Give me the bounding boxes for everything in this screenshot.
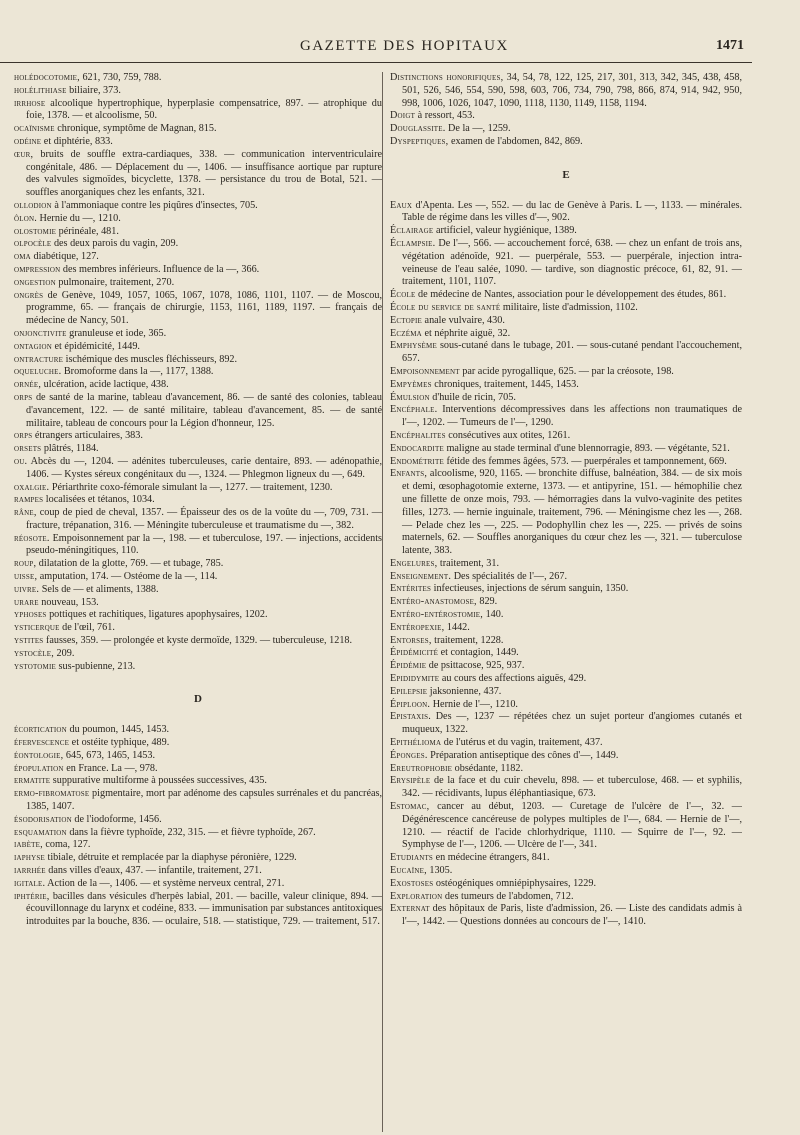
index-term: Enseignement. bbox=[390, 570, 452, 582]
index-term: Emphysème bbox=[390, 340, 437, 352]
index-entry bbox=[390, 289, 742, 302]
index-references: biliaire, 373. bbox=[66, 84, 121, 96]
index-references: Préparation antiseptique des cônes d'—, 1449. bbox=[427, 749, 619, 761]
index-references: de l'iodoforme, 1456. bbox=[71, 813, 162, 825]
index-term: Éponges. bbox=[390, 749, 428, 761]
index-references: localisées et tétanos, 1034. bbox=[43, 494, 155, 506]
index-entry bbox=[390, 852, 742, 865]
index-entry bbox=[14, 622, 382, 635]
index-references: et contagion, 1449. bbox=[438, 647, 519, 659]
index-term: ontracture bbox=[14, 353, 64, 365]
index-entry bbox=[14, 98, 382, 124]
index-entry bbox=[390, 660, 742, 673]
index-references: et épidémicité, 1449. bbox=[51, 340, 140, 352]
index-references: Empoisonnement par la —, 198. — et tuberculose, 197. — injections, accidents pseudo-méningitiques, 110. bbox=[26, 532, 382, 557]
index-entry bbox=[390, 379, 742, 392]
index-entry bbox=[390, 404, 742, 430]
index-entry bbox=[390, 302, 742, 315]
index-references: de psittacose, 925, 937. bbox=[426, 660, 525, 672]
section-letter: D bbox=[194, 693, 202, 706]
index-references: dilatation de la glotte, 769. — et tubage, 785. bbox=[36, 558, 224, 570]
index-references: d'Apenta. Les —, 552. — du lac de Genève à Paris. L —, 1133. — minérales. Table de régime dans les villes d'—, 902. bbox=[402, 199, 742, 224]
index-references: De la —, 1259. bbox=[445, 123, 511, 135]
index-term: éontologie, bbox=[14, 749, 64, 761]
index-entry bbox=[14, 750, 382, 763]
index-term: éfervescence bbox=[14, 737, 70, 749]
index-term: École bbox=[390, 289, 416, 301]
index-entry bbox=[14, 328, 382, 341]
index-term: œur, bbox=[14, 148, 34, 160]
index-entry bbox=[14, 136, 382, 149]
index-entry bbox=[14, 482, 382, 495]
index-references: sous-cutané dans le tubage, 201. — sous-cutané pendant l'accouchement, 657. bbox=[402, 340, 742, 365]
index-entry bbox=[390, 635, 742, 648]
index-references: chroniques, traitement, 1445, 1453. bbox=[431, 378, 579, 390]
index-term: ystotomie bbox=[14, 660, 56, 672]
index-references: ostéogéniques omniépiphysaires, 1229. bbox=[433, 877, 596, 889]
index-entry bbox=[390, 583, 742, 596]
index-references: traitement, 1228. bbox=[431, 634, 504, 646]
index-references: granuleuse et iode, 365. bbox=[66, 327, 167, 339]
index-entry bbox=[14, 392, 382, 430]
index-references: Hernie du —, 1210. bbox=[37, 212, 121, 224]
index-entry bbox=[14, 865, 382, 878]
index-references: 645, 673, 1465, 1453. bbox=[63, 749, 156, 761]
index-references: étrangers articulaires, 383. bbox=[32, 430, 143, 442]
index-entry bbox=[14, 763, 382, 776]
index-references: Action de la —, 1406. — et système nerveux central, 271. bbox=[45, 877, 285, 889]
index-references: 209. bbox=[54, 647, 75, 659]
index-entry bbox=[390, 72, 742, 110]
index-term: Épidémie bbox=[390, 660, 427, 672]
index-term: ystocèle, bbox=[14, 647, 54, 659]
index-entry bbox=[390, 801, 742, 852]
index-entry bbox=[14, 341, 382, 354]
index-term: Epithélioma bbox=[390, 737, 442, 749]
index-entry bbox=[14, 85, 382, 98]
index-entry bbox=[390, 238, 742, 289]
index-references: nouveau, 153. bbox=[38, 596, 99, 608]
index-entry bbox=[390, 711, 742, 737]
index-term: ermatite bbox=[14, 775, 51, 787]
index-references: dans la fièvre typhoïde, 232, 315. — et fièvre typhoïde, 267. bbox=[66, 826, 316, 838]
index-references: suppurative multiforme à poussées successives, 435. bbox=[50, 775, 267, 787]
index-references: pigmentaire, mort par adénome des capsules surrénales et du pancréas, 1385, 1407. bbox=[26, 788, 382, 813]
index-entry bbox=[390, 456, 742, 469]
index-term: onjonctivite bbox=[14, 327, 67, 339]
index-references: alcoolique hypertrophique, hyperplasie compensatrice, 897. — atrophique du foie, 1378. — et alcoolisme, 50. bbox=[26, 97, 382, 122]
index-term: Enfants, bbox=[390, 468, 428, 480]
index-entry bbox=[390, 200, 742, 226]
index-term: Encéphale. bbox=[390, 404, 438, 416]
index-references: ulcération, acide lactique, 438. bbox=[41, 379, 169, 391]
index-term: Epididymite bbox=[390, 673, 440, 685]
left-column bbox=[0, 72, 382, 929]
index-references: des deux parois du vagin, 209. bbox=[51, 238, 179, 250]
index-term: iaphyse bbox=[14, 852, 45, 864]
index-entry bbox=[14, 290, 382, 328]
index-term: uivre. bbox=[14, 583, 40, 595]
index-references: examen de l'abdomen, 842, 869. bbox=[448, 135, 583, 147]
index-entry bbox=[390, 123, 742, 136]
index-references: Sels de — et aliments, 1388. bbox=[39, 583, 159, 595]
running-header bbox=[0, 38, 800, 60]
index-references: en France. La —, 978. bbox=[63, 762, 158, 774]
index-term: iphtérie, bbox=[14, 890, 50, 902]
index-entry bbox=[14, 379, 382, 392]
index-term: holélithiase bbox=[14, 84, 67, 96]
index-entry bbox=[390, 315, 742, 328]
index-entry bbox=[14, 72, 382, 85]
index-entry bbox=[14, 443, 382, 456]
index-entry bbox=[14, 827, 382, 840]
index-term: Émulsion bbox=[390, 391, 430, 403]
index-references: 621, 730, 759, 788. bbox=[79, 72, 162, 83]
index-term: Douglassite. bbox=[390, 123, 446, 135]
index-references: 829. bbox=[476, 596, 498, 608]
index-entry bbox=[14, 635, 382, 648]
index-entry bbox=[14, 788, 382, 814]
index-entry bbox=[390, 647, 742, 660]
index-references: coup de pied de cheval, 1357. — Épaisseur des os de la voûte du —, 709, 731. — fracture, trépanation, 316. — Méningite tuberculeuse et traumatisme du —, 382. bbox=[26, 507, 382, 531]
index-references: Périarthrite coxo-fémorale simulant la —, 1277. — traitement, 1230. bbox=[49, 481, 333, 493]
index-entry bbox=[14, 123, 382, 136]
index-entry bbox=[390, 596, 742, 609]
index-entry bbox=[14, 839, 382, 852]
index-term: ystites bbox=[14, 635, 44, 647]
index-term: Estomac, bbox=[390, 801, 430, 813]
index-term: orps bbox=[14, 430, 33, 442]
index-references: jaksonienne, 437. bbox=[427, 685, 502, 697]
index-term: râne, bbox=[14, 507, 37, 519]
index-references: pottiques et rachitiques, ligatures apophysaires, 1202. bbox=[46, 609, 268, 621]
index-entry bbox=[390, 622, 742, 635]
index-entry bbox=[390, 366, 742, 379]
index-references: de médecine de Nantes, association pour le développement des études, 861. bbox=[415, 289, 727, 301]
index-term: olpocèle bbox=[14, 238, 52, 250]
index-references: 140. bbox=[483, 609, 504, 621]
index-references: pulmonaire, traitement, 270. bbox=[55, 276, 175, 288]
index-term: Doigt bbox=[390, 110, 416, 122]
index-references: fétide des femmes âgées, 573. — puerpérales et tamponnement, 669. bbox=[443, 455, 727, 467]
index-entry bbox=[14, 149, 382, 200]
index-entry bbox=[390, 136, 742, 149]
index-term: ésodorisation bbox=[14, 813, 72, 825]
index-entry bbox=[390, 571, 742, 584]
index-references: d'huile de ricin, 705. bbox=[429, 391, 516, 403]
index-references: tibiale, détruite et remplacée par la diaphyse péronière, 1229. bbox=[44, 852, 297, 864]
index-references: bacilles dans vésicules d'herpès labial, 201. — bacille, valeur clinique, 894. — écouvillonnage du larynx et codéine, 833. — immunisation par substances antitoxiques introduites par la bouche, 836. — oculaire, 518. — statistique, 729. — traitement, 517. bbox=[26, 890, 382, 928]
index-entry bbox=[14, 584, 382, 597]
index-term: Exostoses bbox=[390, 877, 434, 889]
index-entry bbox=[14, 238, 382, 251]
index-term: oqueluche. bbox=[14, 366, 62, 378]
section-letter: E bbox=[562, 168, 570, 181]
index-entry bbox=[14, 494, 382, 507]
index-entry bbox=[390, 392, 742, 405]
index-references: consécutives aux otites, 1261. bbox=[445, 429, 571, 441]
index-entry bbox=[390, 328, 742, 341]
index-entry bbox=[390, 468, 742, 558]
index-references: Hernie de l'—, 1210. bbox=[430, 698, 518, 710]
index-entry bbox=[390, 609, 742, 622]
index-entry bbox=[390, 763, 742, 776]
index-term: Éclairage bbox=[390, 225, 434, 237]
index-term: ornée, bbox=[14, 379, 42, 391]
index-references: de Genève, 1049, 1057, 1065, 1067, 1078, 1086, 1101, 1107. — de Moscou, programme, 65. — français de chirurgie, 1153, 1161, 1189, 1197. — français de médecine de Nancy, 501. bbox=[26, 289, 382, 327]
index-term: Eczéma bbox=[390, 327, 422, 339]
index-term: Ectopie bbox=[390, 314, 422, 326]
index-term: orsets bbox=[14, 443, 42, 455]
index-term: Entéro-entérostomie, bbox=[390, 609, 484, 621]
index-references: périnéale, 481. bbox=[56, 225, 119, 237]
index-references: 1305. bbox=[426, 865, 453, 877]
index-entry bbox=[14, 264, 382, 277]
index-term: yphoses bbox=[14, 609, 47, 621]
index-term: École du service de santé bbox=[390, 301, 501, 313]
index-entry bbox=[14, 533, 382, 559]
index-term: orps bbox=[14, 391, 33, 403]
index-term: iarrhée bbox=[14, 865, 46, 877]
index-term: ysticerque bbox=[14, 622, 60, 634]
index-entry bbox=[14, 571, 382, 584]
index-entry bbox=[390, 340, 742, 366]
index-entry bbox=[390, 673, 742, 686]
index-term: épopulation bbox=[14, 762, 64, 774]
index-references: ischémique des muscles fléchisseurs, 892. bbox=[63, 353, 238, 365]
index-references: en médecine étrangers, 841. bbox=[433, 852, 550, 864]
index-entry bbox=[14, 661, 382, 674]
index-entry bbox=[14, 226, 382, 239]
index-references: chronique, symptôme de Magnan, 815. bbox=[54, 123, 217, 135]
index-term: ou. bbox=[14, 455, 28, 467]
index-entry bbox=[14, 277, 382, 290]
index-entry bbox=[390, 891, 742, 904]
index-term: Entéropexie, bbox=[390, 621, 445, 633]
index-references: de santé de la marine, tableau d'avancement, 86. — de santé des colonies, tableau d'avancement, 122. — de santé militaire, tableau d'avancement, 85. — de santé militaire, tableau de concours pour la Légion d'honneur, 125. bbox=[26, 391, 382, 429]
index-term: irrhose bbox=[14, 97, 46, 109]
page-number: 1471 bbox=[716, 38, 744, 53]
index-entry bbox=[390, 110, 742, 123]
index-references: cancer au début, 1203. — Curetage de l'ulcère de l'—, 32. — Dégénérescence cancéreuse de polypes multiples de l'—, 684. — Hernie de l'—, 1210. — réactif de l'acide chlorhydrique, 1110. — Squirre de l'—, 92. — Symphyse de l'—, 1206. — Ulcère de l'—, 341. bbox=[402, 801, 742, 851]
header-rule bbox=[0, 62, 752, 63]
index-references: bruits de souffle extra-cardiaques, 338. — communication interventriculaire congénitale, 486. — Déplacement du —, 1406. — insuffisance aortique par rupture des valvules sigmoïdes, bicyclette, 1378. — persistance du trou de Botal, 521. — souffles anorganiques chez les enfants, 321. bbox=[26, 148, 382, 199]
index-entry bbox=[390, 878, 742, 891]
index-term: ocaïnisme bbox=[14, 123, 55, 135]
index-term: esquamation bbox=[14, 826, 67, 838]
index-entry bbox=[14, 456, 382, 482]
index-references: des hôpitaux de Paris, liste d'admission, 26. — Liste des candidats admis à l'—, 1442. — Questions données au concours de l'—, 1410. bbox=[402, 903, 742, 928]
index-term: Empyèmes bbox=[390, 378, 432, 390]
index-term: écortication bbox=[14, 724, 67, 736]
index-term: ermo-fibromatose bbox=[14, 788, 90, 800]
index-term: Distinctions honorifiques, bbox=[390, 72, 504, 83]
index-term: Endocardite bbox=[390, 442, 444, 454]
index-references: de l'œil, 761. bbox=[59, 622, 115, 634]
index-term: Empoisonnement bbox=[390, 365, 460, 377]
index-entry bbox=[390, 865, 742, 878]
journal-title: GAZETTE DES HOPITAUX bbox=[300, 38, 509, 54]
index-term: Épiploon. bbox=[390, 698, 431, 710]
index-references: plâtrés, 1184. bbox=[41, 443, 99, 455]
index-references: Abcès du —, 1204. — adénites tuberculeuses, carie dentaire, 893. — adénopathie, 1406. — Kystes séreux congénitaux du —, 1324. — Phlegmon ligneux du —, 649. bbox=[26, 455, 382, 480]
index-references: obsédante, 1182. bbox=[452, 762, 524, 774]
index-term: Erysipèle bbox=[390, 775, 431, 787]
index-term: Éclampsie. bbox=[390, 237, 436, 249]
index-references: traitement, 31. bbox=[437, 557, 500, 569]
index-references: sus-pubienne, 213. bbox=[56, 660, 136, 672]
index-references: dans villes d'eaux, 437. — infantile, traitement, 271. bbox=[45, 865, 262, 877]
index-entry bbox=[390, 699, 742, 712]
index-references: 1442. bbox=[444, 621, 470, 633]
index-term: Eaux bbox=[390, 199, 413, 211]
index-term: Epilepsie bbox=[390, 685, 428, 697]
index-entry bbox=[14, 724, 382, 737]
index-references: de l'utérus et du vagin, traitement, 437. bbox=[441, 737, 603, 749]
index-entry bbox=[390, 430, 742, 443]
index-term: olostomie bbox=[14, 225, 57, 237]
index-references: Interventions décompressives dans les affections non traumatiques de l'—, 1202. — Tumeurs de l'—, 1290. bbox=[402, 404, 742, 429]
index-term: holédocotomie, bbox=[14, 72, 80, 83]
index-references: diabétique, 127. bbox=[30, 251, 99, 263]
index-references: Des spécialités de l'—, 267. bbox=[451, 570, 568, 582]
index-term: oxalgie. bbox=[14, 481, 50, 493]
index-references: alcoolisme, 920, 1165. — bronchite diffuse, balnéation, 384. — de six mois et demi, œsophagotomie externe, 1373. — et antipyrine, 151. — hémophilie chez une fillette de onze mois, 793. — hémorragies dans la vulvo-vaginite des petites filles, 1273. — hernie inguinale, traitement, 796. — Méningisme chez les —, 268. — Pelade chez les —, 225. — Podophyllin chez les —, 225. — privés de soins maternels, 62. — Souffles anorganiques du cœur chez les —, 321. — tuberculose latente, 383. bbox=[402, 468, 742, 557]
index-entry bbox=[390, 225, 742, 238]
index-references: militaire, liste d'admission, 1102. bbox=[500, 301, 638, 313]
index-entry bbox=[390, 737, 742, 750]
index-term: ontagion bbox=[14, 340, 52, 352]
index-term: ôlon. bbox=[14, 212, 37, 224]
index-references: anale vulvaire, 430. bbox=[422, 314, 505, 326]
index-references: 34, 54, 78, 122, 125, 217, 301, 313, 342, 345, 438, 458, 501, 526, 546, 554, 590, 598, 603, 706, 734, 790, 798, 866, 874, 914, 942, 950, 998, 1006, 1026, 1047, 1090, 1118, 1130, 1149, 1158, 1194. bbox=[402, 72, 742, 109]
index-references: et diphtérie, 833. bbox=[41, 135, 113, 147]
index-entry bbox=[14, 852, 382, 865]
index-term: ompression bbox=[14, 263, 61, 275]
index-references: par acide pyrogallique, 625. — par la créosote, 198. bbox=[459, 365, 674, 377]
index-entry bbox=[390, 686, 742, 699]
index-term: Dyspeptiques, bbox=[390, 135, 449, 147]
index-entry bbox=[14, 737, 382, 750]
index-references: coma, 127. bbox=[42, 839, 91, 851]
index-entry bbox=[14, 814, 382, 827]
index-entry bbox=[14, 775, 382, 788]
index-term: rampes bbox=[14, 494, 44, 506]
index-references: maligne au stade terminal d'une blennorragie, 893. — végétante, 521. bbox=[443, 442, 730, 454]
index-entry bbox=[14, 609, 382, 622]
index-references: artificiel, valeur hygiénique, 1389. bbox=[433, 225, 577, 237]
index-term: Entorses, bbox=[390, 634, 432, 646]
index-term: Externat bbox=[390, 903, 430, 915]
index-term: Exploration bbox=[390, 890, 443, 902]
right-column bbox=[390, 72, 742, 929]
index-entry bbox=[14, 354, 382, 367]
index-term: Entéro-anastomose, bbox=[390, 596, 477, 608]
index-references: Des —, 1237 — répétées chez un sujet porteur d'angiomes cutanés et muqueux, 1322. bbox=[402, 711, 742, 736]
index-term: urare bbox=[14, 596, 39, 608]
index-term: Endométrite bbox=[390, 455, 444, 467]
index-term: uisse, bbox=[14, 571, 38, 583]
index-term: igitale. bbox=[14, 877, 46, 889]
index-entry bbox=[14, 366, 382, 379]
index-term: Engelures, bbox=[390, 557, 438, 569]
index-term: odéine bbox=[14, 135, 42, 147]
index-term: Entérites bbox=[390, 583, 432, 595]
index-references: à l'ammoniaque contre les piqûres d'insectes, 705. bbox=[51, 199, 258, 211]
index-references: et néphrite aiguë, 32. bbox=[421, 327, 511, 339]
index-entry bbox=[14, 648, 382, 661]
index-entry bbox=[14, 507, 382, 533]
index-term: oma bbox=[14, 251, 31, 263]
index-term: Ereutrophobie bbox=[390, 762, 453, 774]
index-entry bbox=[390, 443, 742, 456]
index-entry bbox=[390, 775, 742, 801]
index-references: des membres inférieurs. Influence de la —, 366. bbox=[60, 263, 260, 275]
index-term: iabète, bbox=[14, 839, 43, 851]
index-term: Encéphalites bbox=[390, 429, 446, 441]
index-references: au cours des affections aiguës, 429. bbox=[439, 673, 587, 685]
index-entry bbox=[14, 251, 382, 264]
index-entry bbox=[390, 903, 742, 929]
index-entry bbox=[14, 597, 382, 610]
index-entry bbox=[14, 213, 382, 226]
index-references: De l'—, 566. — accouchement forcé, 638. — chez un enfant de trois ans, végétation adénoïde, 921. — puerpérale, 553. — puerpérale, injection intra-veineuse de l'eau salée, 1090. — tardive, son diagnostic précoce, 61, 82, 91. — traitement, 1101, 1107. bbox=[402, 237, 742, 288]
index-term: Epistaxis. bbox=[390, 711, 431, 723]
index-term: Etudiants bbox=[390, 852, 434, 864]
index-entry bbox=[14, 200, 382, 213]
index-references: Bromoforme dans la —, 1177, 1388. bbox=[61, 366, 214, 378]
index-term: ollodion bbox=[14, 199, 52, 211]
index-term: ongestion bbox=[14, 276, 56, 288]
index-references: de la face et du cuir chevelu, 898. — et tuberculose, 468. — et syphilis, 342. — récidivants, lupus éléphantiasique, 673. bbox=[402, 775, 742, 800]
index-references: amputation, 174. — Ostéome de la —, 114. bbox=[37, 571, 218, 583]
index-references: et ostéite typhique, 489. bbox=[69, 737, 170, 749]
index-term: réosote. bbox=[14, 532, 50, 544]
index-entry bbox=[14, 430, 382, 443]
index-entry bbox=[14, 878, 382, 891]
index-references: fausses, 359. — prolongée et kyste dermoïde, 1329. — tuberculeuse, 1218. bbox=[43, 635, 353, 647]
index-references: à ressort, 453. bbox=[415, 110, 475, 122]
index-term: roup, bbox=[14, 558, 37, 570]
index-references: des tumeurs de l'abdomen, 712. bbox=[442, 890, 574, 902]
index-entry bbox=[14, 891, 382, 929]
index-term: ongrès bbox=[14, 289, 44, 301]
index-entry bbox=[390, 558, 742, 571]
column-divider bbox=[382, 72, 383, 1132]
index-entry bbox=[14, 558, 382, 571]
index-term: Épidémicité bbox=[390, 647, 439, 659]
index-references: du poumon, 1445, 1453. bbox=[66, 724, 170, 736]
index-entry bbox=[390, 750, 742, 763]
index-term: Eucaïne, bbox=[390, 865, 427, 877]
index-references: infectieuses, injections de sérum sanguin, 1350. bbox=[431, 583, 629, 595]
